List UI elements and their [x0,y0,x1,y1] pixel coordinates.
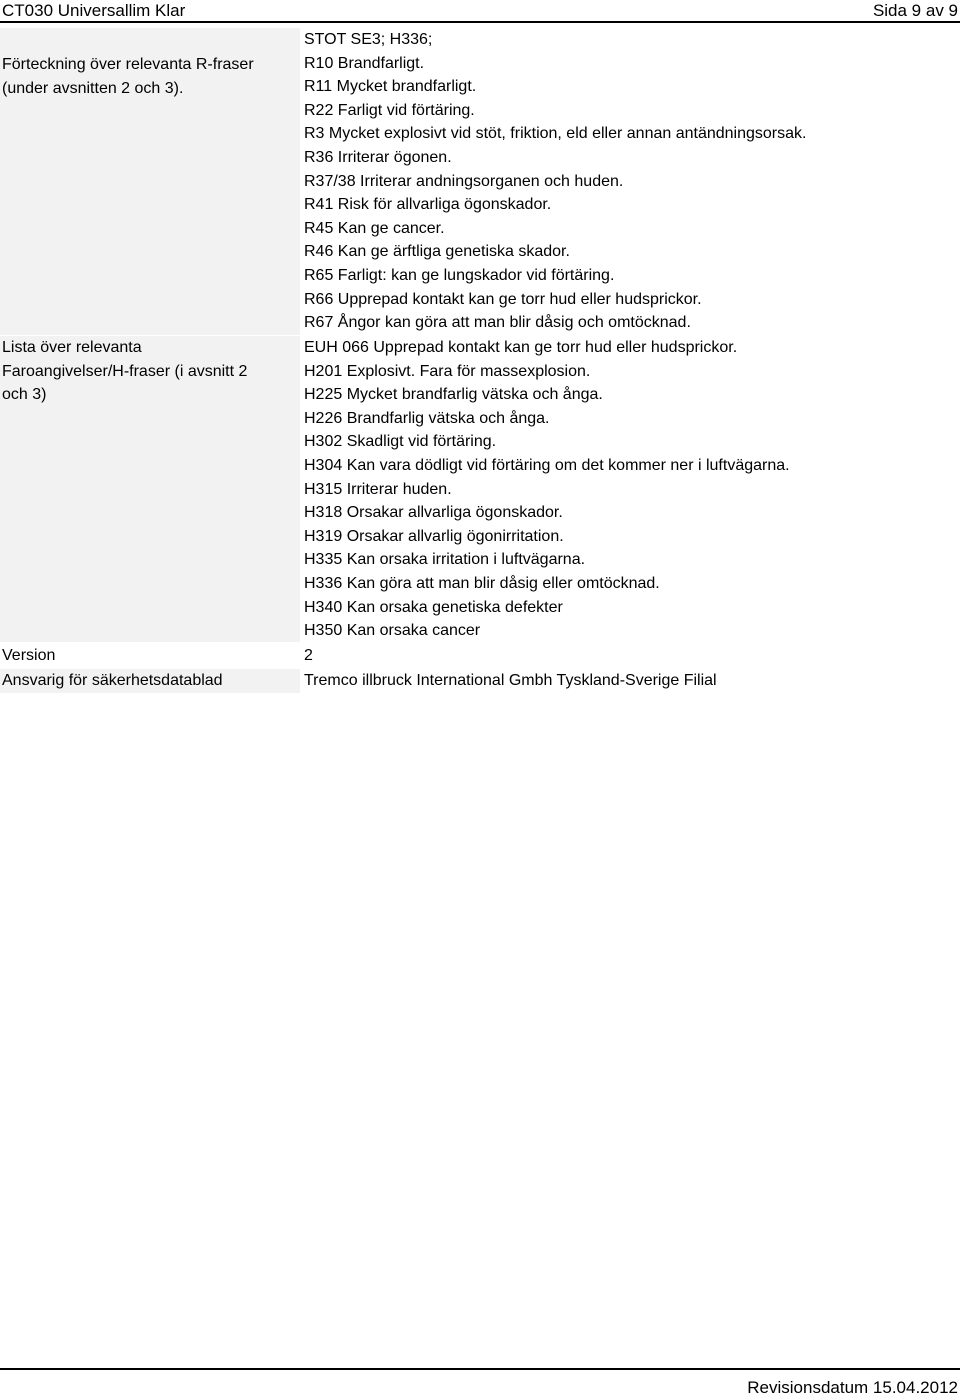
list-item: R11 Mycket brandfarligt. [304,78,477,96]
list-item: H318 Orsakar allvarliga ögonskador. [304,504,563,522]
list-item: R37/38 Irriterar andningsorganen och huden. [304,172,624,190]
list-item: H319 Orsakar allvarlig ögonirritation. [304,527,564,545]
list-item: H340 Kan orsaka genetiska defekter [304,598,563,616]
list-item: EUH 066 Upprepad kontakt kan ge torr hud eller hudsprickor. [304,339,738,356]
list-item: H350 Kan orsaka cancer [304,622,481,640]
page-header [0,0,960,22]
list-item: H335 Kan orsaka irritation i luftvägarna. [304,551,586,569]
responsible-label: Ansvarig för säkerhetsdatablad [0,669,300,693]
list-item: H302 Skadligt vid förtäring. [304,433,497,451]
label-line: Lista över relevanta [2,339,142,356]
r-phrases-label [0,28,300,335]
list-item: R67 Ångor kan göra att man blir dåsig och omtöcknad. [304,314,691,332]
version-label: Version [0,644,300,668]
responsible-row [0,669,960,693]
list-item: H336 Kan göra att man blir dåsig eller omtöcknad. [304,574,660,592]
list-item: R3 Mycket explosivt vid stöt, friktion, eld eller annan antändningsorsak. [304,125,807,143]
label-line: Faroangivelser/H-fraser (i avsnitt 2 [2,362,248,380]
document-title: CT030 Universallim Klar [2,1,186,20]
h-phrases-row [0,336,960,642]
list-item: R66 Upprepad kontakt kan ge torr hud eller hudsprickor. [304,290,702,308]
list-item: R41 Risk för allvarliga ögonskador. [304,196,552,214]
list-item: R10 Brandfarligt. [304,54,425,72]
version-value: 2 [304,647,313,664]
r-phrases-list [304,28,960,335]
label-line: och 3) [2,386,47,403]
list-item: H304 Kan vara dödligt vid förtäring om det kommer ner i luftvägarna. [304,456,790,474]
list-item: H315 Irriterar huden. [304,480,452,498]
list-item: H226 Brandfarlig vätska och ånga. [304,409,550,427]
header-divider [0,21,960,23]
list-item: R45 Kan ge cancer. [304,219,445,237]
list-item: H201 Explosivt. Fara för massexplosion. [304,362,591,380]
revision-date: Revisionsdatum 15.04.2012 [747,1378,958,1397]
version-row [0,644,960,668]
r-phrases-row [0,28,960,335]
h-phrases-label [0,336,300,642]
h-phrases-list [304,336,960,643]
page-number: Sida 9 av 9 [872,1,958,20]
list-item: R46 Kan ge ärftliga genetiska skador. [304,243,570,261]
footer-divider [0,1368,960,1370]
label-line: Förteckning över relevanta R-fraser [2,56,254,73]
list-item: R22 Farligt vid förtäring. [304,101,475,119]
label-line: (under avsnitten 2 och 3). [2,79,184,97]
responsible-value: Tremco illbruck International Gmbh Tyskland-Sverige Filial [304,672,717,689]
list-item: R36 Irriterar ögonen. [304,148,452,166]
list-item: STOT SE3; H336; [304,31,433,48]
list-item: H225 Mycket brandfarlig vätska och ånga. [304,386,603,404]
list-item: R65 Farligt: kan ge lungskador vid förtäring. [304,266,615,284]
